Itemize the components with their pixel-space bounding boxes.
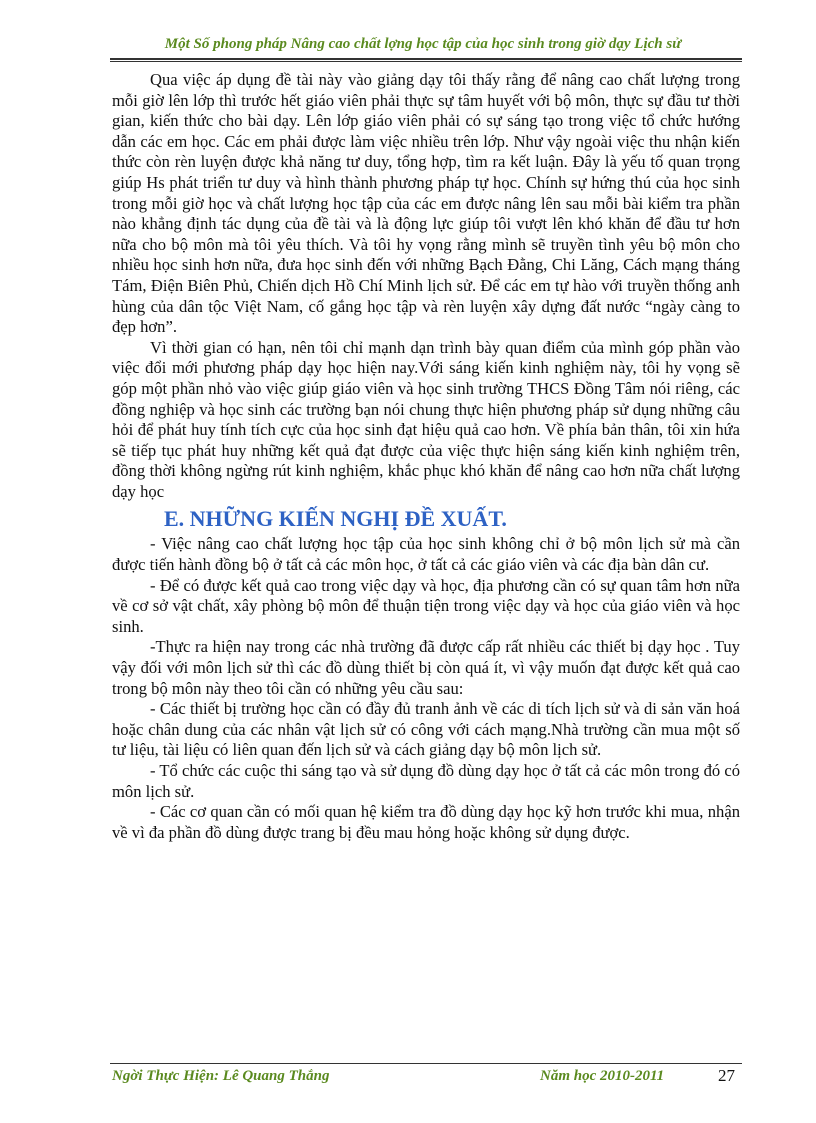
paragraph: Vì thời gian có hạn, nên tôi chỉ mạnh dạn trình bày quan điểm của mình góp phần vào việc đổi mới phương pháp dạy học hiện nay.Với sáng kiến kinh nghiệm này, tôi hy vọng sẽ góp một phần nhỏ vào việc giúp giáo viên và học sinh trường THCS Đồng Tâm nói riêng, các đồng nghiệp và học sinh các trường bạn nói chung thực hiện phương pháp sử dụng những câu hỏi để phát huy tính tích cực của học sinh đạt hiệu quả cao hơn. Về phía bản thân, tôi xin hứa sẽ tiếp tục phát huy những kết quả đạt được của việc thực hiện sáng kiến kinh nghiệm trên, đồng thời không ngừng rút kinh nghiệm, khắc phục khó khăn để nâng cao hơn nữa chất lượng dạy học — [112, 337, 740, 501]
running-header: Một Số phong pháp Nâng cao chất lợng học tập của học sinh trong giờ dạy Lịch sử — [164, 36, 682, 52]
footer-school-year: Năm học 2010-2011 — [540, 1068, 665, 1084]
paragraph: - Tổ chức các cuộc thi sáng tạo và sử dụng đồ dùng dạy học ở tất cả các môn trong đó có môn lịch sử. — [112, 761, 740, 801]
document-body — [112, 70, 740, 843]
footer-author: Ngời Thực Hiện: Lê Quang Thắng — [112, 1068, 330, 1084]
paragraph: - Các thiết bị trường học cần có đầy đủ tranh ảnh về các di tích lịch sử và di sản văn hoá hoặc chân dung của các nhân vật lịch sử có công với cách mạng.Nhà trường cần mua một số tư liệu, tài liệu có liên quan đến lịch sử và cách giảng dạy bộ môn lịch sử. — [112, 699, 740, 760]
paragraph: - Việc nâng cao chất lượng học tập của học sinh không chỉ ở bộ môn lịch sử mà cần được tiến hành đồng bộ ở tất cả các môn học, ở tất cả các giáo viên và các địa bàn dân cư. — [112, 534, 740, 575]
header-rule-thin — [110, 61, 742, 62]
paragraph: - Để có được kết quả cao trong việc dạy và học, địa phương cần có sự quan tâm hơn nữa về cơ sở vật chất, xây phòng bộ môn để thuận tiện trong việc dạy và học của giáo viên và học sinh. — [112, 575, 740, 636]
paragraph: Qua việc áp dụng đề tài này vào giảng dạy tôi thấy rằng để nâng cao chất lượng trong mỗi giờ lên lớp thì trước hết giáo viên phải thực sự tâm huyết với bộ môn, thực sự đầu tư thời gian, kiến thức cho bài dạy. Lên lớp giáo viên phải có sự sáng tạo trong việc tổ chức hướng dẫn các em học. Các em phải được làm việc nhiều trên lớp. Như vậy ngoài việc thu nhận kiến thức còn rèn luyện được khả năng tư duy, tổng hợp, tìm ra kết luận. Đây là yếu tố quan trọng giúp Hs phát triển tư duy và hình thành phương pháp tự học. Chính sự hứng thú của học sinh trong mỗi giờ học và chất lượng học tập của các em được nâng lên sau mỗi bài kiểm tra phần nào khẳng định tác dụng của đề tài và là động lực giúp tôi vượt lên khó khăn để đầu tư hơn nữa cho bộ môn mà tôi yêu thích. Và tôi hy vọng rằng mình sẽ truyền tình yêu bộ môn cho nhiều học sinh hơn nữa, đưa học sinh đến với những Bạch Đằng, Chi Lăng, Cách mạng tháng Tám, Điện Biên Phủ, Chiến dịch Hồ Chí Minh lịch sử. Để các em tự hào với truyền thống anh hùng của dân tộc Việt Nam, cố gắng học tập và rèn luyện xây dựng đất nước “ngày càng to đẹp hơn”. — [112, 70, 740, 337]
paragraph: -Thực ra hiện nay trong các nhà trường đã được cấp rất nhiều các thiết bị dạy học . Tuy vậy đối với môn lịch sử thì các đồ dùng thiết bị còn quá ít, vì vậy muốn đạt được kết quả cao trong bộ môn này theo tôi cần có những yêu cầu sau: — [112, 637, 740, 698]
paragraph: - Các cơ quan cần có mối quan hệ kiểm tra đồ dùng dạy học kỹ hơn trước khi mua, nhận về vì đa phần đồ dùng được trang bị đều mau hỏng hoặc không sử dụng được. — [112, 802, 740, 842]
header-rule — [110, 58, 742, 60]
footer-rule — [110, 1063, 742, 1064]
page-number: 27 — [718, 1066, 735, 1085]
section-heading: E. NHỮNG KIẾN NGHỊ ĐỀ XUẤT. — [164, 506, 507, 532]
